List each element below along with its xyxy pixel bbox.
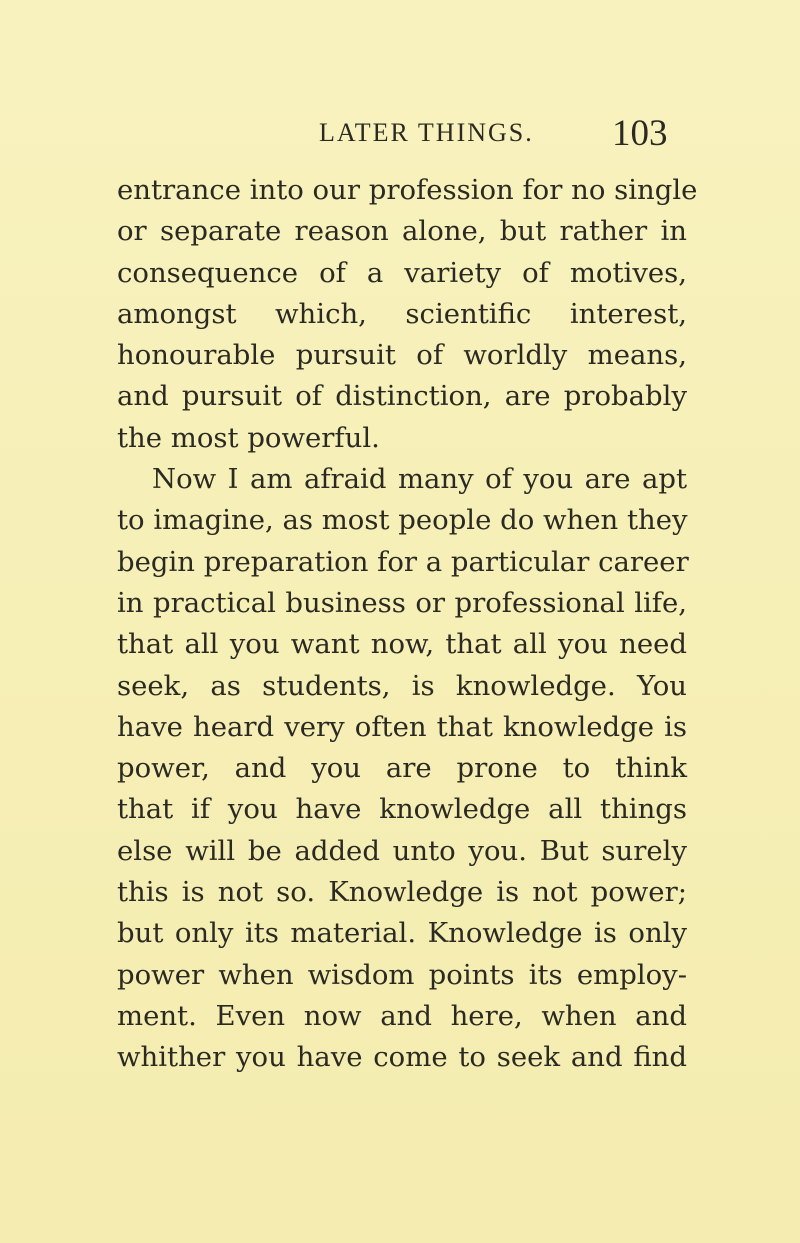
- text-line: in practical business or professional life,: [117, 586, 687, 619]
- text-line: to imagine, as most people do when they: [117, 504, 688, 537]
- running-title: LATER THINGS.: [319, 118, 534, 147]
- page-number: 103: [612, 113, 668, 154]
- text-line: power, and you are prone to think: [117, 752, 687, 785]
- text-line: begin preparation for a particular career: [117, 545, 689, 578]
- text-line: whither you have come to seek and find: [117, 1041, 687, 1074]
- text-line: power when wisdom points its employ-: [117, 958, 687, 991]
- text-line: that all you want now, that all you need: [117, 628, 687, 661]
- text-line: that if you have knowledge all things: [117, 793, 687, 826]
- text-line: this is not so. Knowledge is not power;: [117, 876, 687, 909]
- text-line: honourable pursuit of worldly means,: [117, 339, 687, 372]
- text-line: entrance into our profession for no single: [117, 174, 698, 206]
- text-line: have heard very often that knowledge is: [117, 710, 687, 743]
- paragraph-start-line: Now I am afraid many of you are apt: [152, 463, 687, 496]
- text-line: and pursuit of distinction, are probably: [117, 380, 687, 413]
- text-line: amongst which, scientific interest,: [117, 297, 687, 330]
- running-head: [0, 112, 800, 162]
- text-line: seek, as students, is knowledge. You: [117, 669, 687, 702]
- body-text: [117, 170, 698, 1079]
- text-line: but only its material. Knowledge is only: [117, 917, 687, 950]
- text-line: consequence of a variety of motives,: [117, 256, 687, 289]
- text-line: else will be added unto you. But surely: [117, 834, 687, 867]
- text-line: ment. Even now and here, when and: [117, 999, 687, 1032]
- text-line: the most powerful.: [117, 421, 380, 454]
- text-line: or separate reason alone, but rather in: [117, 215, 687, 248]
